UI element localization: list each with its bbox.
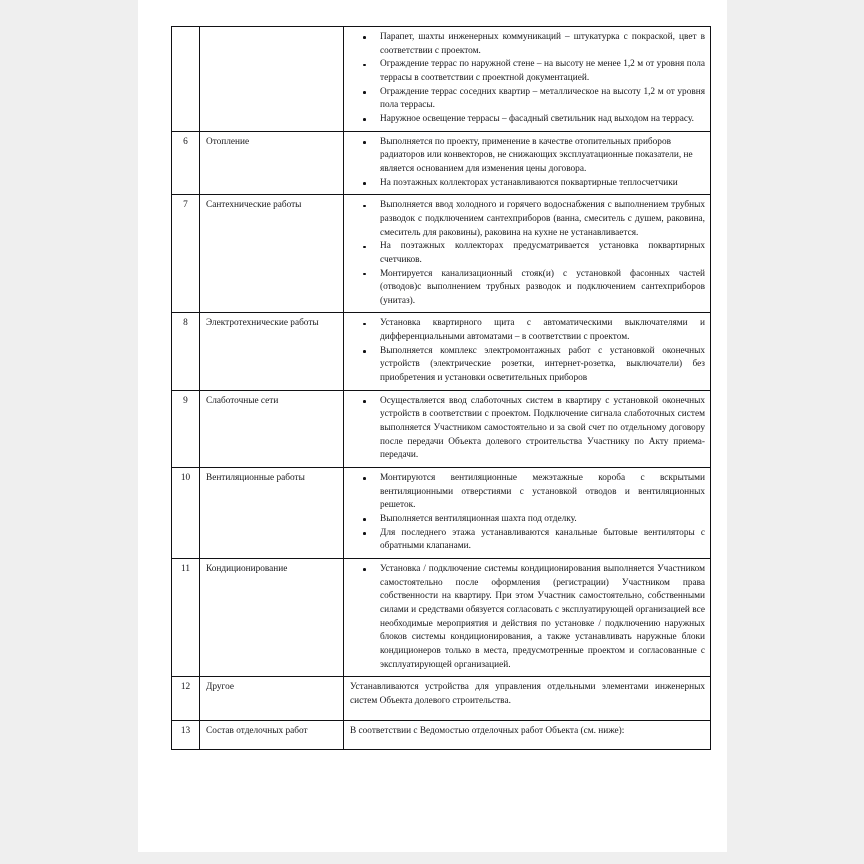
bullet-list: [350, 395, 705, 463]
list-item: Выполняется по проекту, применение в качестве отопительных приборов радиаторов или конвекторов, не снижающих эксплуатационные показатели, не является основанием для изменения цены договора.: [350, 136, 705, 177]
row-number-cell: 12: [172, 677, 200, 720]
list-item: Наружное освещение террасы – фасадный светильник над выходом на террасу.: [350, 113, 705, 127]
list-item: Установка / подключение системы кондиционирования выполняется Участником самостоятельно после оформления (регистрации) Участником права собственности на квартиру. При этом Участник самостоятельно, собственными силами и средствами обязуется согласовать с эксплуатирующей организацией все необходимые мероприятия и действия по установке / подключению наружных блоков системы кондиционирования, а также устанавливать наружные блоки кондиционеров только в места, предусмотренные проектом и согласованные с эксплуатирующей организацией.: [350, 563, 705, 672]
works-description-table: [171, 26, 711, 750]
table-row: [172, 313, 711, 390]
table-row: [172, 468, 711, 559]
bullet-list: [350, 563, 705, 672]
list-item: Ограждение террас соседних квартир – металлическое на высоту 1,2 м от уровня пола террасы.: [350, 86, 705, 113]
row-description-cell: [344, 558, 711, 676]
list-item: Парапет, шахты инженерных коммуникаций – штукатурка с покраской, цвет в соответствии с проектом.: [350, 31, 705, 58]
list-item: Выполняется комплекс электромонтажных работ с установкой оконечных устройств (электрические розетки, интернет-розетка, выключатели) без приобретения и установки осветительных приборов: [350, 345, 705, 386]
row-number-cell: 13: [172, 720, 200, 750]
list-item: Монтируется канализационный стояк(и) с установкой фасонных частей (отводов)с выполнением трубных разводок и подключением сантехприборов (унитаз).: [350, 268, 705, 309]
table-row: [172, 720, 711, 750]
list-item: Монтируются вентиляционные межэтажные короба с вскрытыми вентиляционными отверстиями с установкой отводов и вентиляционных решеток.: [350, 472, 705, 513]
table-row: [172, 558, 711, 676]
row-description-cell: [344, 677, 711, 720]
document-page: [138, 0, 727, 852]
paragraph: В соответствии с Ведомостью отделочных работ Объекта (см. ниже):: [350, 725, 625, 736]
list-item: Для последнего этажа устанавливаются канальные бытовые вентиляторы с обратными клапанами.: [350, 527, 705, 554]
row-number-cell: [172, 27, 200, 132]
row-description-cell: [344, 390, 711, 467]
list-item: На поэтажных коллекторах устанавливаются поквартирные теплосчетчики: [350, 177, 705, 191]
list-item: Выполняется вентиляционная шахта под отделку.: [350, 513, 705, 527]
row-description-cell: [344, 131, 711, 195]
row-number-cell: 8: [172, 313, 200, 390]
row-number-cell: 9: [172, 390, 200, 467]
row-name-cell: Кондиционирование: [200, 558, 344, 676]
row-description-cell: [344, 468, 711, 559]
row-bottom-spacer: [350, 738, 705, 745]
bullet-list: [350, 317, 705, 385]
row-name-cell: Другое: [200, 677, 344, 720]
bullet-list: [350, 31, 705, 127]
table-row: [172, 677, 711, 720]
bullet-list: [350, 199, 705, 308]
table-row: [172, 27, 711, 132]
row-description-cell: [344, 195, 711, 313]
row-name-cell: Электротехнические работы: [200, 313, 344, 390]
row-name-cell: Сантехнические работы: [200, 195, 344, 313]
paragraph: Устанавливаются устройства для управления отдельными элементами инженерных систем Объекта долевого строительства.: [350, 682, 705, 706]
row-number-cell: 11: [172, 558, 200, 676]
table-row: [172, 390, 711, 467]
row-description-cell: [344, 27, 711, 132]
row-bottom-spacer: [350, 709, 705, 716]
row-description-cell: [344, 720, 711, 750]
row-number-cell: 7: [172, 195, 200, 313]
table-row: [172, 195, 711, 313]
bullet-list: [350, 472, 705, 554]
list-item: Выполняется ввод холодного и горячего водоснабжения с выполнением трубных разводок с подключением сантехприборов (ванна, смеситель с душем, раковина, смеситель для раковины), раковина на кухне не устанавливается.: [350, 199, 705, 240]
row-name-cell: Состав отделочных работ: [200, 720, 344, 750]
bullet-list: [350, 136, 705, 191]
row-name-cell: Слаботочные сети: [200, 390, 344, 467]
row-number-cell: 6: [172, 131, 200, 195]
row-name-cell: [200, 27, 344, 132]
row-description-cell: [344, 313, 711, 390]
row-name-cell: Вентиляционные работы: [200, 468, 344, 559]
list-item: Ограждение террас по наружной стене – на высоту не менее 1,2 м от уровня пола террасы в соответствии с проектной документацией.: [350, 58, 705, 85]
table-row: [172, 131, 711, 195]
row-number-cell: 10: [172, 468, 200, 559]
row-name-cell: Отопление: [200, 131, 344, 195]
list-item: На поэтажных коллекторах предусматривается установка поквартирных счетчиков.: [350, 240, 705, 267]
table-body: [172, 27, 711, 750]
list-item: Осуществляется ввод слаботочных систем в квартиру с установкой оконечных устройств в соответствии с проектом. Подключение сигнала слаботочных систем выполняется Участником самостоятельно и за свой счет по отдельному договору после передачи Объекта долевого строительства Участнику по Акту приема-передачи.: [350, 395, 705, 463]
list-item: Установка квартирного щита с автоматическими выключателями и дифференциальными автоматами – в соответствии с проектом.: [350, 317, 705, 344]
